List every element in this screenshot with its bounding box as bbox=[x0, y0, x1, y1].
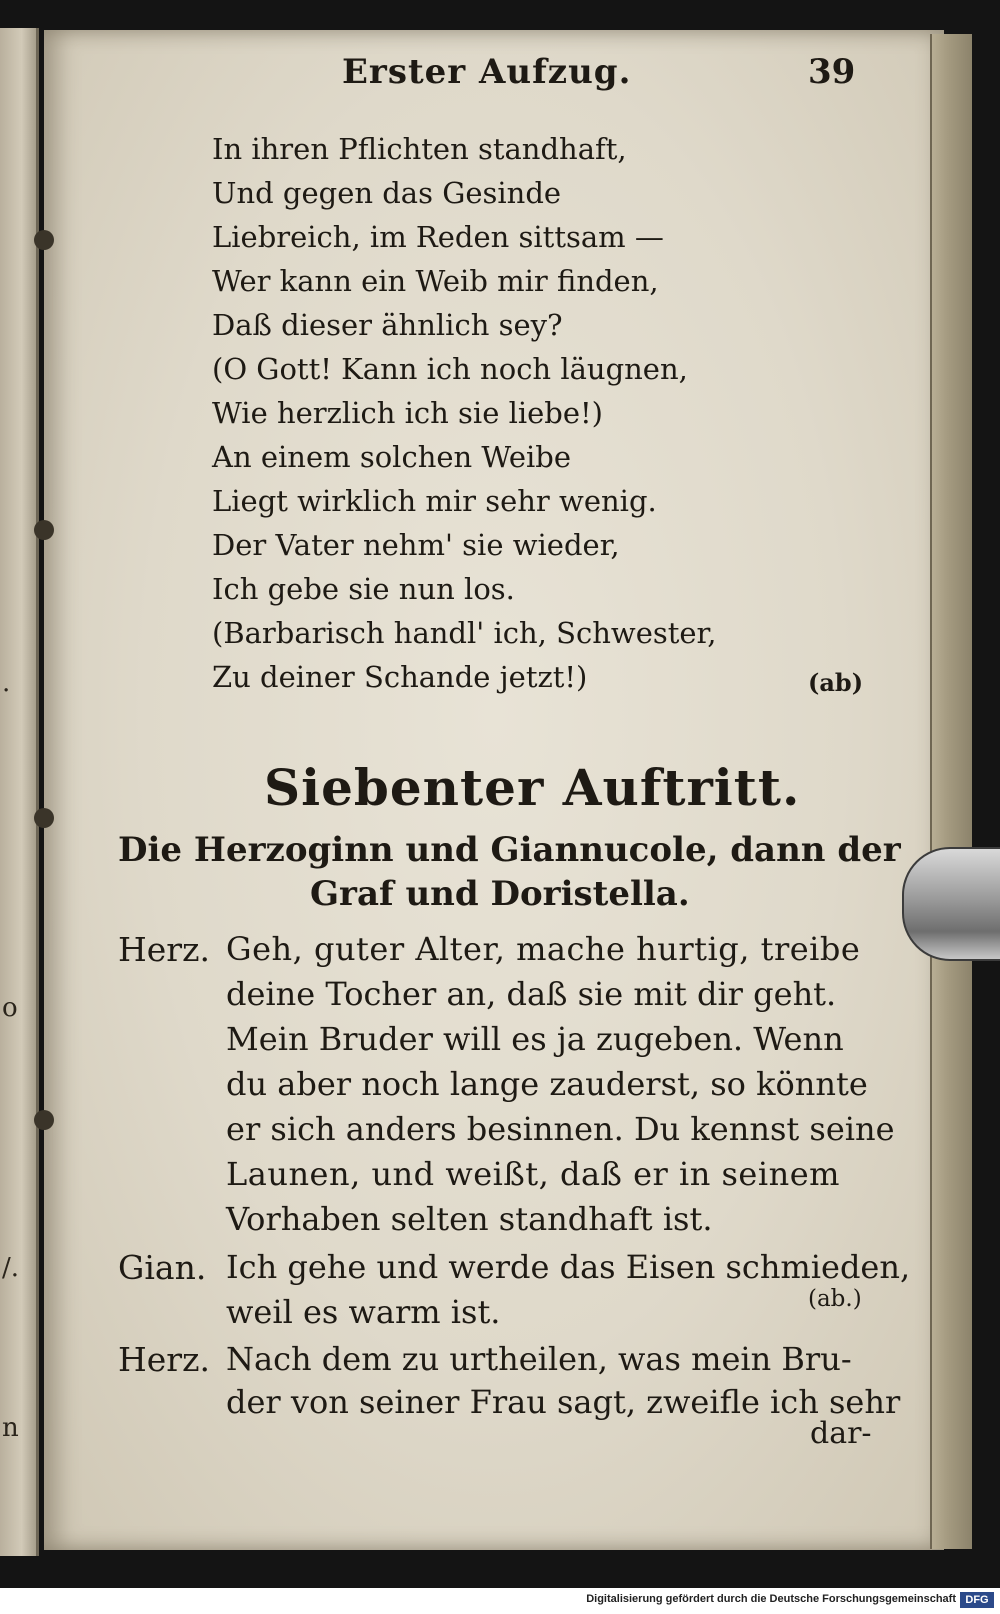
cast-list-line: Graf und Doristella. bbox=[310, 874, 690, 914]
speech-line: Launen, und weißt, daß er in seinem bbox=[226, 1155, 840, 1193]
speaker-label: Herz. bbox=[118, 1340, 210, 1379]
facing-page-fragment: . bbox=[2, 668, 11, 698]
footer-bar bbox=[0, 1588, 1000, 1614]
stage-direction-exit: (ab.) bbox=[808, 1286, 862, 1312]
page-clip bbox=[902, 847, 1000, 961]
verse-line: Zu deiner Schande jetzt!) bbox=[212, 660, 588, 694]
verse-line: Und gegen das Gesinde bbox=[212, 176, 562, 210]
speech-line: Mein Bruder will es ja zugeben. Wenn bbox=[226, 1020, 844, 1058]
verse-line: Wer kann ein Weib mir finden, bbox=[212, 264, 659, 298]
speech-line: der von seiner Frau sagt, zweifle ich sehr bbox=[226, 1383, 901, 1421]
binding-thread bbox=[34, 520, 54, 540]
speech-line: deine Tocher an, daß sie mit dir geht. bbox=[226, 975, 837, 1013]
verse-line: Ich gebe sie nun los. bbox=[212, 572, 515, 606]
speech-line: er sich anders besinnen. Du kennst seine bbox=[226, 1110, 895, 1148]
stage-direction-exit: (ab) bbox=[808, 668, 864, 697]
page-number: 39 bbox=[808, 52, 856, 92]
verse-line: (Barbarisch handl' ich, Schwester, bbox=[212, 616, 717, 650]
speaker-label: Herz. bbox=[118, 930, 210, 969]
speech-line: Vorhaben selten standhaft ist. bbox=[226, 1200, 713, 1238]
speech-line: du aber noch lange zauderst, so könnte bbox=[226, 1065, 868, 1103]
page-block-edge bbox=[930, 34, 972, 1549]
running-head: Erster Aufzug. bbox=[342, 52, 632, 92]
verse-line: Der Vater nehm' sie wieder, bbox=[212, 528, 620, 562]
facing-page-edge bbox=[0, 28, 39, 1556]
catchword: dar- bbox=[810, 1416, 872, 1451]
dfg-logo: DFG bbox=[960, 1592, 994, 1608]
facing-page-fragment: o bbox=[2, 993, 18, 1023]
verse-line: In ihren Pflichten standhaft, bbox=[212, 132, 627, 166]
verse-line: Wie herzlich ich sie liebe!) bbox=[212, 396, 603, 430]
speaker-label: Gian. bbox=[118, 1248, 207, 1287]
verse-line: Daß dieser ähnlich sey? bbox=[212, 308, 563, 342]
verse-line: Liebreich, im Reden sittsam — bbox=[212, 220, 664, 254]
scene-heading: Siebenter Auftritt. bbox=[264, 758, 801, 817]
binding-thread bbox=[34, 230, 54, 250]
facing-page-fragment: /. bbox=[2, 1253, 20, 1283]
verse-line: (O Gott! Kann ich noch läugnen, bbox=[212, 352, 688, 386]
binding-thread bbox=[34, 1110, 54, 1130]
speech-line: weil es warm ist. bbox=[226, 1293, 501, 1331]
verse-line: An einem solchen Weibe bbox=[212, 440, 572, 474]
facing-page-fragment: n bbox=[2, 1413, 19, 1443]
speech-line: Geh, guter Alter, mache hurtig, treibe bbox=[226, 930, 861, 968]
binding-thread bbox=[34, 808, 54, 828]
speech-line: Nach dem zu urtheilen, was mein Bru- bbox=[226, 1340, 852, 1378]
speech-line: Ich gehe und werde das Eisen schmieden, bbox=[226, 1248, 911, 1286]
verse-line: Liegt wirklich mir sehr wenig. bbox=[212, 484, 657, 518]
funding-credit: Digitalisierung gefördert durch die Deutsche Forschungsgemeinschaft bbox=[586, 1593, 956, 1605]
cast-list-line: Die Herzoginn und Giannucole, dann der bbox=[118, 830, 901, 870]
